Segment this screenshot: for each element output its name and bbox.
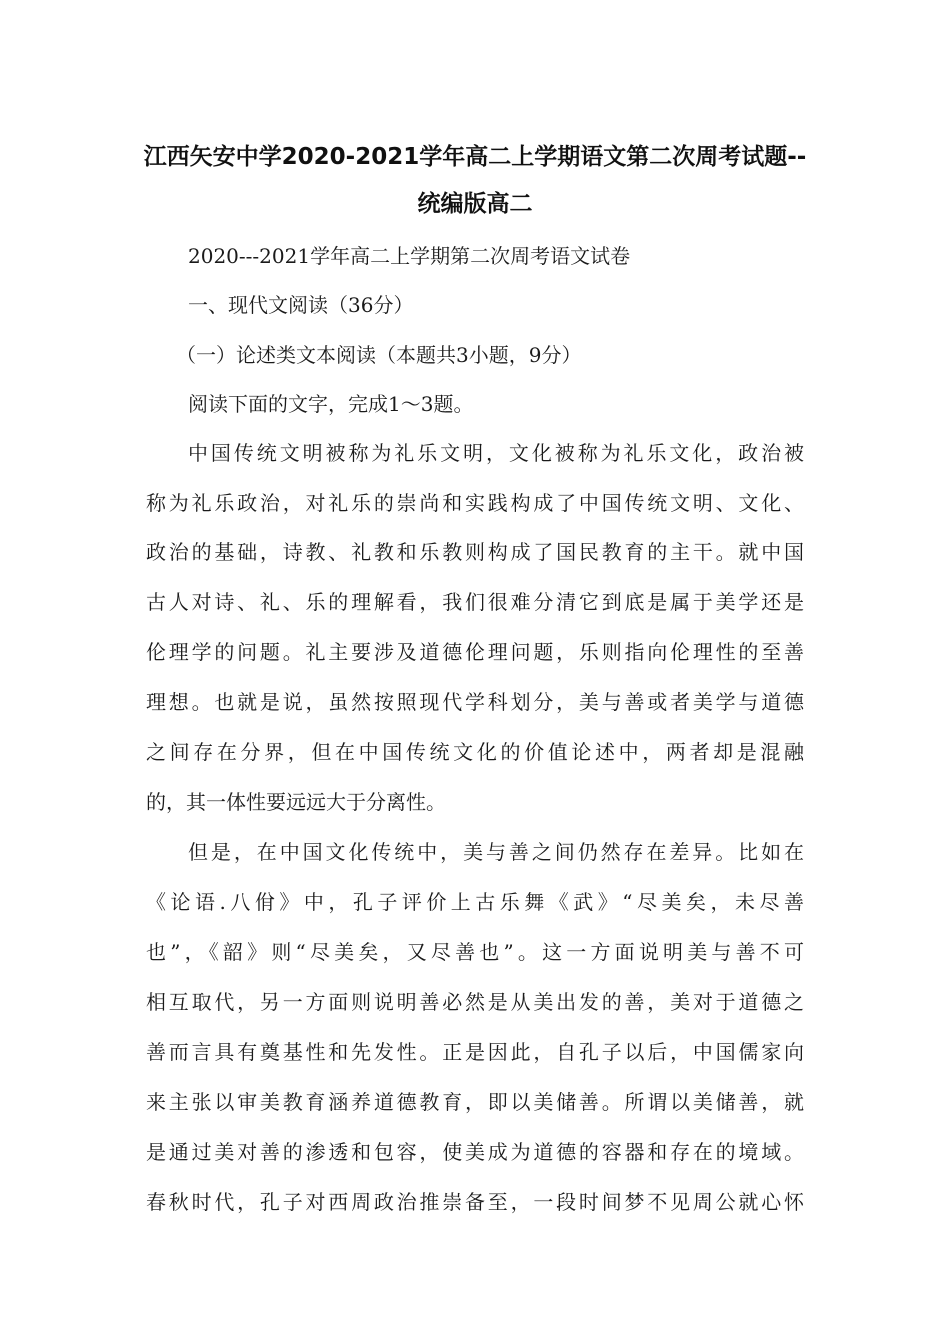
reading-instruction: 阅读下面的文字，完成1～3题。 [188, 392, 474, 416]
paragraph-1-line: 伦理学的问题。礼主要涉及道德伦理问题，乐则指向伦理性的至善 [146, 640, 804, 664]
paragraph-2-line: 《论语.八佾》中，孔子评价上古乐舞《武》“尽美矣，未尽善 [146, 890, 804, 914]
section-heading: 一、现代文阅读（36分） [188, 293, 414, 317]
paragraph-2-line: 相互取代，另一方面则说明善必然是从美出发的善，美对于道德之 [146, 990, 804, 1014]
paragraph-1-line: 中国传统文明被称为礼乐文明，文化被称为礼乐文化，政治被 [188, 441, 804, 465]
paragraph-1-line: 古人对诗、礼、乐的理解看，我们很难分清它到底是属于美学还是 [146, 590, 804, 614]
document-title-line-2: 统编版高二 [417, 191, 533, 217]
paragraph-1-line: 的，其一体性要远远大于分离性。 [146, 790, 446, 814]
paragraph-2-line: 春秋时代，孔子对西周政治推崇备至，一段时间梦不见周公就心怀 [146, 1190, 804, 1214]
paragraph-1-line: 政治的基础，诗教、礼教和乐教则构成了国民教育的主干。就中国 [146, 540, 804, 564]
paragraph-2-line: 善而言具有奠基性和先发性。正是因此，自孔子以后，中国儒家向 [146, 1040, 804, 1064]
paragraph-2-line: 来主张以审美教育涵养道德教育，即以美储善。所谓以美储善，就 [146, 1090, 804, 1114]
subsection-heading: （一）论述类文本阅读（本题共3小题，9分） [176, 343, 582, 367]
paragraph-2-line: 但是，在中国文化传统中，美与善之间仍然存在差异。比如在 [188, 840, 804, 864]
exam-heading: 2020---2021学年高二上学期第二次周考语文试卷 [188, 244, 631, 268]
paragraph-2-line: 也”，《韶》则“尽美矣，又尽善也”。这一方面说明美与善不可 [146, 940, 804, 964]
paragraph-1-line: 之间存在分界，但在中国传统文化的价值论述中，两者却是混融 [146, 740, 804, 764]
document-title-line-1: 江西矢安中学2020-2021学年高二上学期语文第二次周考试题-- [143, 144, 807, 170]
paragraph-1-line: 称为礼乐政治，对礼乐的崇尚和实践构成了中国传统文明、文化、 [146, 491, 804, 515]
paragraph-2-line: 是通过美对善的渗透和包容，使美成为道德的容器和存在的境域。 [146, 1140, 804, 1164]
paragraph-1-line: 理想。也就是说，虽然按照现代学科划分，美与善或者美学与道德 [146, 690, 804, 714]
